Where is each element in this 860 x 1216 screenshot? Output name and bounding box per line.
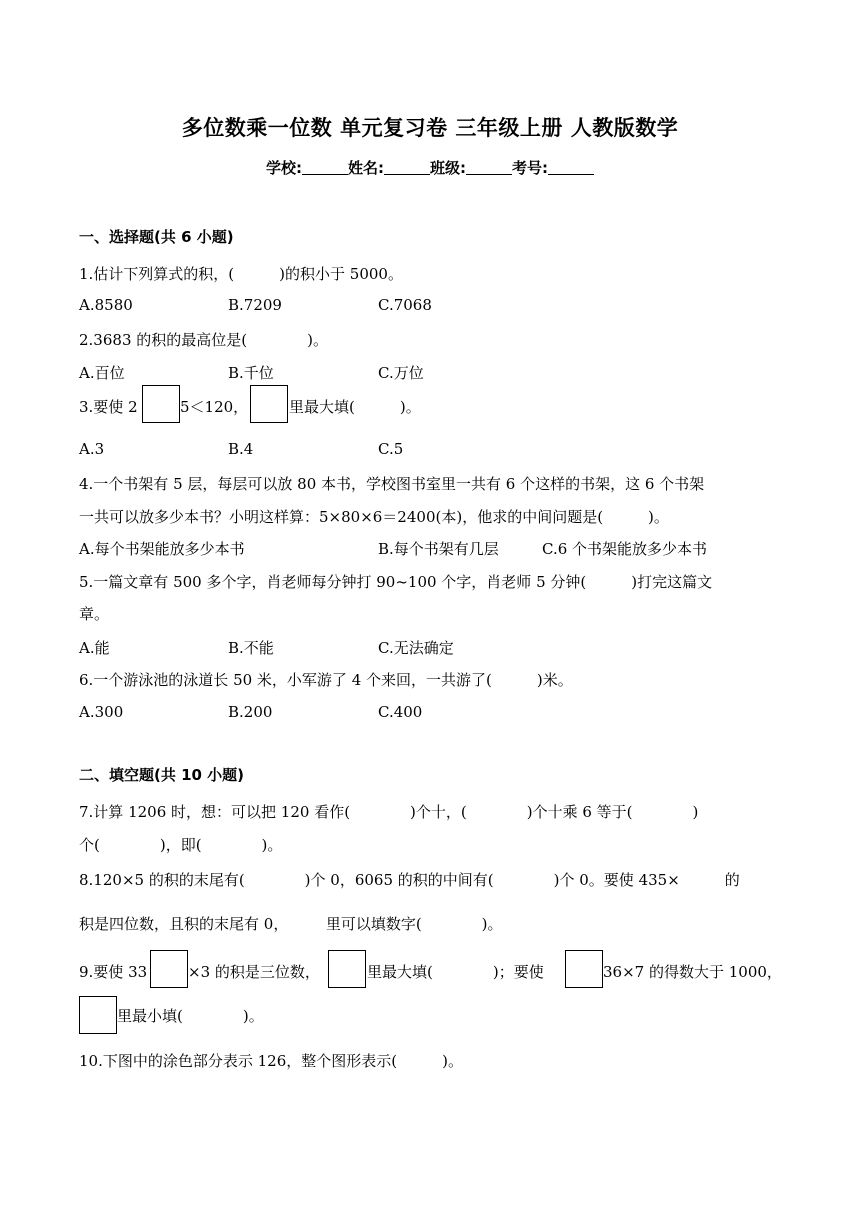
name-label: 姓名: [348, 159, 384, 177]
question-9-first-digit-box[interactable] [150, 950, 188, 988]
question-9-stem-part1: 9.要使 33 [79, 963, 148, 981]
question-3-stem-part1: 3.要使 2 [79, 398, 138, 416]
question-2-option-a[interactable]: A.百位 [79, 364, 125, 382]
student-info-line [0, 157, 860, 178]
question-3-box-reference [250, 385, 288, 423]
question-9-stem-part2: ×3 的积是三位数， [188, 963, 320, 981]
school-blank[interactable] [302, 160, 348, 175]
question-1-option-c[interactable]: C.7068 [378, 296, 432, 314]
exam-no-blank[interactable] [548, 160, 594, 175]
question-6-stem: 6.一个游泳池的泳道长 50 米，小军游了 4 个来回，一共游了( )米。 [79, 671, 573, 689]
question-2-option-b[interactable]: B.千位 [228, 364, 274, 382]
question-8-stem-line2: 积是四位数，且积的末尾有 0， 里可以填数字( )。 [79, 915, 503, 933]
question-9-second-digit-box[interactable] [565, 950, 603, 988]
school-label: 学校: [266, 159, 302, 177]
question-6-option-a[interactable]: A.300 [79, 703, 124, 721]
question-9-box-reference-1 [328, 950, 366, 988]
question-2-option-c[interactable]: C.万位 [378, 364, 424, 382]
question-5-stem-line1: 5.一篇文章有 500 多个字，肖老师每分钟打 90~100 个字，肖老师 5 分钟( )打完这篇文 [79, 573, 713, 591]
exam-no-label: 考号: [512, 159, 548, 177]
question-8-stem-line1: 8.120×5 的积的末尾有( )个 0，6065 的积的中间有( )个 0。要使 435× 的 [79, 871, 740, 889]
question-1-stem: 1.估计下列算式的积，( )的积小于 5000。 [79, 265, 403, 283]
section-fill-heading: 二、填空题(共 10 小题) [79, 766, 245, 784]
question-5-option-b[interactable]: B.不能 [228, 639, 274, 657]
question-1-option-b[interactable]: B.7209 [228, 296, 282, 314]
class-blank[interactable] [466, 160, 512, 175]
question-4-stem-line1: 4.一个书架有 5 层，每层可以放 80 本书，学校图书室里一共有 6 个这样的书架，这 6 个书架 [79, 475, 705, 493]
question-6-option-c[interactable]: C.400 [378, 703, 423, 721]
question-3-stem-part3: 里最大填( )。 [289, 398, 421, 416]
section-choice-heading: 一、选择题(共 6 小题) [79, 228, 234, 246]
question-5-stem-line2: 章。 [79, 605, 110, 623]
question-3-option-b[interactable]: B.4 [228, 440, 254, 458]
question-3-digit-box[interactable] [142, 385, 180, 423]
question-3-stem-part2: 5＜120， [180, 398, 249, 416]
question-3-option-a[interactable]: A.3 [79, 440, 105, 458]
question-4-option-b[interactable]: B.每个书架有几层 [378, 540, 499, 558]
question-4-option-a[interactable]: A.每个书架能放多少本书 [79, 540, 245, 558]
question-2-stem: 2.3683 的积的最高位是( )。 [79, 331, 328, 349]
class-label: 班级: [430, 159, 466, 177]
question-5-option-a[interactable]: A.能 [79, 639, 110, 657]
question-4-option-c[interactable]: C.6 个书架能放多少本书 [542, 540, 708, 558]
question-4-stem-line2: 一共可以放多少本书？小明这样算：5×80×6＝2400(本)，他求的中间问题是( )。 [79, 508, 669, 526]
question-3-option-c[interactable]: C.5 [378, 440, 404, 458]
question-7-stem-line1: 7.计算 1206 时，想：可以把 120 看作( )个十，( )个十乘 6 等于( ) [79, 803, 699, 821]
page-title: 多位数乘一位数 单元复习卷 三年级上册 人教版数学 [181, 116, 679, 140]
question-1-option-a[interactable]: A.8580 [79, 296, 133, 314]
question-9-stem-line2: 里最小填( )。 [117, 1007, 264, 1025]
question-9-stem-part3: 里最大填( )；要使 [367, 963, 544, 981]
question-9-box-reference-2 [79, 996, 117, 1034]
question-10-stem: 10.下图中的涂色部分表示 126，整个图形表示( )。 [79, 1052, 463, 1070]
question-9-stem-part4: 36×7 的得数大于 1000， [603, 963, 782, 981]
question-6-option-b[interactable]: B.200 [228, 703, 273, 721]
question-7-stem-line2: 个( )，即( )。 [79, 836, 283, 854]
question-5-option-c[interactable]: C.无法确定 [378, 639, 454, 657]
name-blank[interactable] [384, 160, 430, 175]
